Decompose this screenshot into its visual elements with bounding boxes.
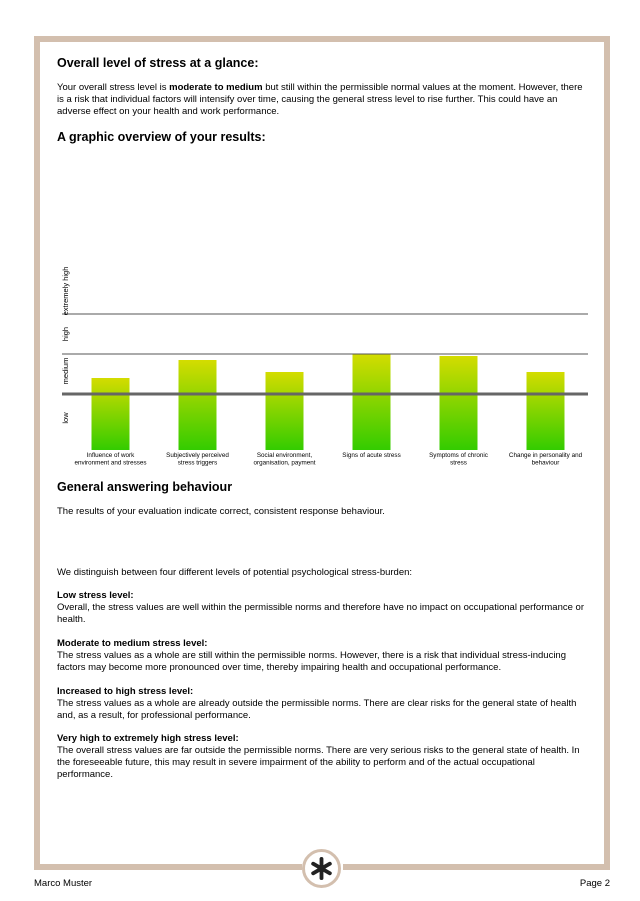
x-category-label: Social environment, bbox=[256, 452, 313, 459]
level-title: Low stress level: bbox=[57, 590, 134, 601]
x-category-label: organisation, payment bbox=[253, 459, 316, 467]
level-increased bbox=[57, 686, 592, 722]
overall-text: Your overall stress level is moderate to medium but still within the permissible normal values at the moment. However, there is a risk that individual factors will intensify over time, causing the general stress level to rise further. This could have an adverse effect on your health and work performance. bbox=[57, 82, 583, 117]
footer-page: Page 2 bbox=[579, 878, 610, 889]
level-title: Increased to high stress level: bbox=[57, 686, 194, 697]
y-level-label: high bbox=[61, 326, 70, 342]
x-category-label: Change in personality and bbox=[508, 452, 583, 459]
x-category-label: stress bbox=[450, 459, 467, 467]
x-category-label: Symptoms of chronic bbox=[429, 452, 488, 459]
frame-bottom-left bbox=[34, 864, 302, 870]
level-very-high bbox=[57, 733, 592, 781]
x-category-label: environment and stresses bbox=[74, 459, 147, 467]
overall-heading: Overall level of stress at a glance: bbox=[57, 56, 259, 70]
level-text: The overall stress values are far outside the permissible norms. There are very serious risks to the general state of health. In the foreseeable future, this may result in severe impairment of the ability to perform and of the actual occupational performance. bbox=[57, 745, 580, 780]
footer-name: Marco Muster bbox=[34, 878, 93, 889]
x-category-label: Influence of work bbox=[86, 452, 135, 459]
levels-intro: We distinguish between four different levels of potential psychological stress-burden: bbox=[57, 567, 413, 578]
level-text: Overall, the stress values are well within the permissible norms and therefore have no impact on occupational performance or health. bbox=[57, 602, 584, 625]
x-category-label: behaviour bbox=[531, 459, 560, 467]
level-low bbox=[57, 590, 592, 626]
answering-text: The results of your evaluation indicate correct, consistent response behaviour. bbox=[57, 506, 385, 517]
y-level-label: low bbox=[61, 412, 70, 424]
y-level-label: medium bbox=[61, 357, 70, 385]
frame-bottom-right bbox=[343, 864, 610, 870]
answering-heading: General answering behaviour bbox=[57, 480, 233, 494]
level-moderate bbox=[57, 638, 592, 674]
level-text: The stress values as a whole are already outside the permissible norms. There are clear risks for the general state of health and, as a result, for professional performance. bbox=[57, 698, 577, 721]
overall-level-bold: moderate to medium bbox=[169, 82, 263, 93]
graphic-heading: A graphic overview of your results: bbox=[57, 130, 266, 144]
level-title: Moderate to medium stress level: bbox=[57, 638, 208, 649]
y-level-label: extremely high bbox=[61, 266, 70, 316]
level-text: The stress values as a whole are still within the permissible norms. However, there is a risk that individual stress-inducing factors may become more pronounced over time, thereby impairing health and occupational performance. bbox=[57, 650, 566, 673]
level-title: Very high to extremely high stress level: bbox=[57, 733, 239, 744]
asterisk-logo-icon bbox=[302, 849, 341, 888]
x-category-label: stress triggers bbox=[177, 459, 218, 467]
x-category-label: Signs of acute stress bbox=[342, 452, 401, 459]
x-category-label: Subjectively perceived bbox=[166, 452, 229, 459]
